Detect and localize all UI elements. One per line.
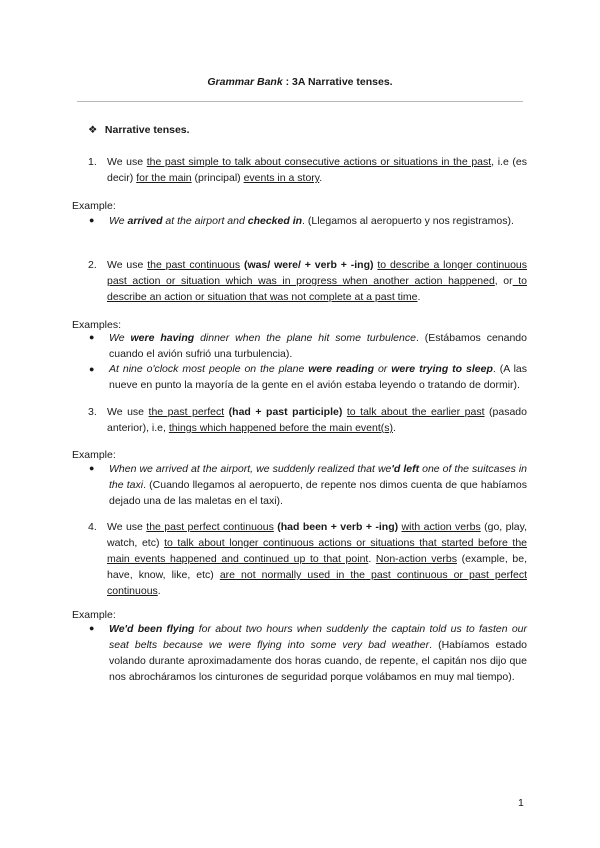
text-segment: were having: [130, 332, 195, 344]
text-segment: (go, play, watch, etc): [107, 521, 528, 549]
text-segment: (pasado anterior), i.e,: [107, 406, 527, 434]
bullet-icon: ●: [89, 623, 95, 633]
item-number: 1.: [88, 156, 97, 168]
text-segment: We use: [107, 156, 147, 168]
text-segment: the past perfect: [148, 406, 225, 418]
bullet-icon: ●: [89, 364, 95, 374]
text-segment: with action verbs: [401, 521, 481, 533]
text-segment: We: [109, 332, 131, 344]
example-label: Example:: [72, 609, 116, 621]
text-segment: .: [417, 291, 421, 303]
text-segment: . (Habíamos estado volando durante aproximadamente dos horas cuando, de repente, el capitán nos dijo que nos abrocháramos los cinturones de seguridad porque volábamos en muy mal tiempo).: [109, 639, 527, 683]
text-segment: at the airport and: [162, 215, 248, 227]
text-segment: We'd been flying: [109, 623, 195, 635]
text-segment: the past perfect continuous: [146, 521, 274, 533]
text-segment: (example, be, have, know, like, etc): [107, 553, 527, 581]
title-topic: 3A Narrative tenses.: [292, 76, 393, 88]
text-segment: (had + past participle): [224, 406, 343, 418]
text-segment: 'd left: [391, 463, 420, 475]
text-segment: to describe a longer continuous past action or situation which was in progress when another action happened: [107, 259, 528, 287]
text-segment: one of the suitcases in the taxi: [109, 463, 528, 491]
text-segment: for about two hours when suddenly the captain told us to fasten our seat belts because we were flying into some very bad weather: [109, 623, 528, 651]
text-segment: .: [157, 585, 161, 597]
text-segment: , or: [494, 275, 513, 287]
text-segment: checked in: [247, 215, 303, 227]
bullet-icon: ●: [89, 215, 95, 225]
text-segment: (had been + verb + -ing): [273, 521, 399, 533]
examples-label: Examples:: [72, 319, 122, 331]
text-segment: were reading: [308, 363, 375, 375]
text-segment: dinner when the plane hit some turbulence: [194, 332, 416, 344]
example-sentence-5: [109, 621, 527, 685]
text-segment: things which happened before the main event(s): [168, 422, 393, 434]
example-sentence-4: [109, 461, 527, 509]
text-segment: to talk about longer continuous actions or situations that started before the main events happened and continued up to that point: [107, 537, 527, 565]
text-segment: to talk about the earlier past: [346, 406, 485, 418]
text-segment: We use: [107, 406, 149, 418]
example-sentence-2: [109, 330, 527, 362]
example-label: Example:: [72, 449, 116, 461]
text-segment: were trying to sleep: [391, 363, 493, 375]
list-item-1: [107, 154, 527, 186]
text-segment: for the main: [136, 172, 192, 184]
text-segment: the past simple to talk about consecutive actions or situations in the past: [146, 156, 492, 168]
text-segment: events in a story: [243, 172, 320, 184]
diamond-bullet-icon: ❖: [88, 124, 98, 136]
list-item-4: [107, 519, 527, 599]
item-number: 3.: [88, 406, 97, 418]
text-segment: .: [393, 422, 396, 434]
text-segment: the past continuous: [147, 259, 241, 271]
title-separator: :: [282, 76, 293, 88]
bullet-icon: ●: [89, 332, 95, 342]
example-sentence-1: [109, 213, 527, 229]
bullet-icon: ●: [89, 463, 95, 473]
text-segment: , i.e (es decir): [107, 156, 527, 184]
page-title: [0, 76, 600, 88]
text-segment: . (A las nueve en punto la mayoría de la gente en el avión estaba leyendo o tratando de dormir).: [109, 363, 527, 391]
text-segment: .: [368, 553, 376, 565]
title-grammar-bank: Grammar Bank: [207, 76, 283, 88]
example-label: Example:: [72, 200, 116, 212]
text-segment: . (Estábamos cenando cuando el avión sufrió una turbulencia).: [109, 332, 527, 360]
text-segment: . (Llegamos al aeropuerto y nos registramos).: [302, 215, 514, 227]
text-segment: Non-action verbs: [375, 553, 457, 565]
text-segment: to describe an action or situation that was not complete at a past time: [107, 275, 527, 303]
text-segment: . (Cuando llegamos al aeropuerto, de repente nos dimos cuenta de que habíamos dejado una de las maletas en el taxi).: [109, 479, 527, 507]
text-segment: We use: [107, 259, 148, 271]
text-segment: (principal): [191, 172, 244, 184]
text-segment: .: [319, 172, 323, 184]
header-divider: [77, 101, 523, 102]
page-number: 1: [518, 797, 524, 809]
text-segment: (was/ were/ + verb + -ing): [240, 259, 374, 271]
text-segment: arrived: [127, 215, 163, 227]
example-sentence-3: [109, 361, 527, 393]
section-heading-text: Narrative tenses.: [104, 124, 190, 136]
text-segment: or: [374, 363, 392, 375]
section-heading: [88, 122, 190, 138]
text-segment: are not normally used in the past continuous or past perfect continuous: [107, 569, 527, 597]
text-segment: At nine o'clock most people on the plane: [109, 363, 309, 375]
item-number: 2.: [88, 259, 97, 271]
text-segment: We use: [107, 521, 147, 533]
list-item-3: [107, 404, 527, 436]
text-segment: When we arrived at the airport, we suddenly realized that we: [109, 463, 392, 475]
list-item-2: [107, 257, 527, 305]
text-segment: We: [109, 215, 128, 227]
item-number: 4.: [88, 521, 97, 533]
